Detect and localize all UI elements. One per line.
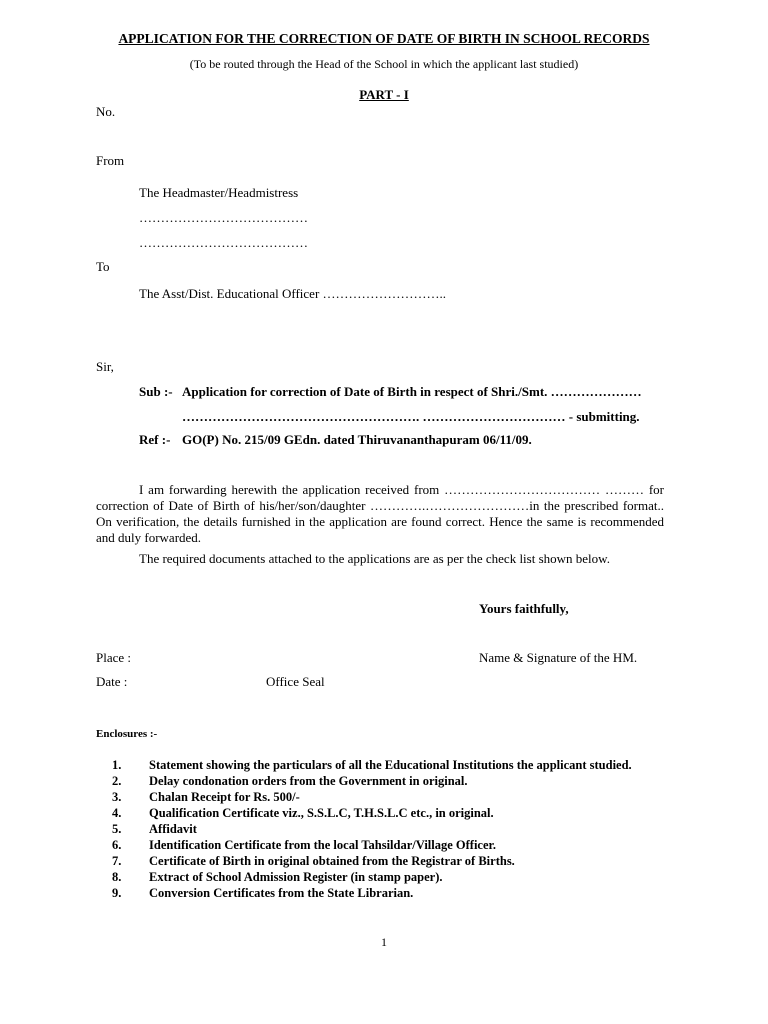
no-label: No. (96, 104, 116, 119)
reference-text: GO(P) No. 215/09 GEdn. dated Thiruvananthapuram 06/11/09. (182, 432, 532, 447)
list-item-number: 3. (112, 790, 122, 804)
list-item-number: 5. (112, 822, 122, 836)
enclosures-title: Enclosures :- (96, 728, 158, 740)
list-item (112, 885, 672, 901)
to-line: The Asst/Dist. Educational Officer ……………………….. (139, 286, 447, 301)
list-item (112, 869, 672, 885)
list-item (112, 837, 672, 853)
closing: Yours faithfully, (479, 601, 569, 616)
part-heading: PART - I (359, 87, 409, 102)
list-item-number: 9. (112, 886, 122, 900)
list-item (112, 773, 672, 789)
signature-label: Name & Signature of the HM. (479, 650, 638, 665)
list-item-text: Affidavit (149, 822, 197, 836)
body-paragraph-text: I am forwarding herewith the application received from ……………………………… ……… for correction of Date of Birth of his/her/son/daughter ………….……………………in the prescribed format.. On verification, the details furnished in the application are found correct. Hence the same is recommended and duly forwarded. (96, 482, 664, 545)
office-seal: Office Seal (266, 674, 325, 689)
from-label: From (96, 153, 125, 168)
subject-line-1: Application for correction of Date of Birth in respect of Shri./Smt. ………………… (182, 384, 642, 399)
list-item (112, 789, 672, 805)
from-line-3: ………………………………… (139, 235, 308, 250)
list-item-number: 4. (112, 806, 122, 820)
list-item-text: Extract of School Admission Register (in stamp paper). (149, 870, 443, 884)
page-number: 1 (381, 935, 387, 949)
place-label: Place : (96, 650, 132, 665)
list-item-number: 8. (112, 870, 122, 884)
list-item-text: Identification Certificate from the local Tahsildar/Village Officer. (149, 838, 497, 852)
list-item (112, 853, 672, 869)
list-item-number: 1. (112, 758, 122, 772)
list-item-text: Certificate of Birth in original obtained from the Registrar of Births. (149, 854, 515, 868)
salutation: Sir, (96, 359, 114, 374)
list-item-text: Conversion Certificates from the State Librarian. (149, 886, 414, 900)
documents-paragraph: The required documents attached to the applications are as per the check list shown below. (139, 551, 610, 566)
list-item-number: 2. (112, 774, 122, 788)
body-paragraph (96, 482, 664, 546)
list-item-number: 6. (112, 838, 122, 852)
enclosures-list (112, 757, 672, 901)
from-line-1: The Headmaster/Headmistress (139, 185, 299, 200)
list-item-text: Delay condonation orders from the Government in original. (149, 774, 468, 788)
list-item (112, 757, 672, 773)
reference-label: Ref :- (139, 432, 171, 447)
list-item-text: Statement showing the particulars of all the Educational Institutions the applicant studied. (149, 758, 632, 772)
document-subtitle: (To be routed through the Head of the School in which the applicant last studied) (189, 57, 579, 71)
list-item (112, 805, 672, 821)
to-label: To (96, 259, 110, 274)
list-item-text: Qualification Certificate viz., S.S.L.C, T.H.S.L.C etc., in original. (149, 806, 494, 820)
subject-line-2: ………………………………………………. …………………………… - submitting. (182, 409, 640, 424)
list-item (112, 821, 672, 837)
date-label: Date : (96, 674, 128, 689)
subject-label: Sub :- (139, 384, 173, 399)
list-item-number: 7. (112, 854, 122, 868)
document-title: APPLICATION FOR THE CORRECTION OF DATE OF BIRTH IN SCHOOL RECORDS (118, 31, 650, 46)
list-item-text: Chalan Receipt for Rs. 500/- (149, 790, 300, 804)
from-line-2: ………………………………… (139, 210, 308, 225)
